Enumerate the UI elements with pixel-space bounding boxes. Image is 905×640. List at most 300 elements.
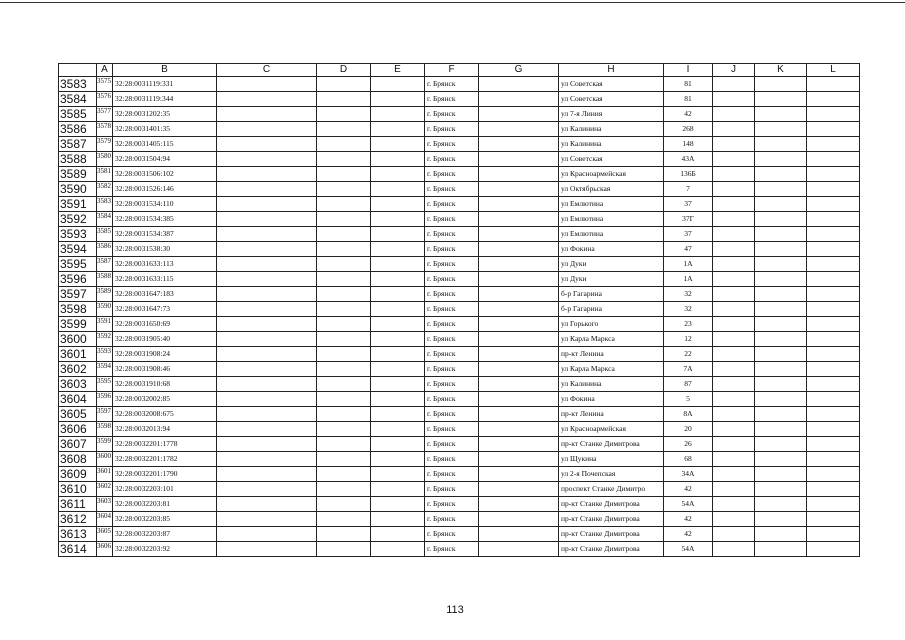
cell-g[interactable] <box>479 362 559 377</box>
cell-b[interactable]: 32:28:0031506:102 <box>113 167 217 182</box>
cell-h[interactable]: ул Горького <box>559 317 664 332</box>
cell-e[interactable] <box>371 317 425 332</box>
cell-b[interactable]: 32:28:0031538:30 <box>113 242 217 257</box>
cell-j[interactable] <box>713 137 755 152</box>
cell-d[interactable] <box>317 527 371 542</box>
row-header[interactable]: 3588 <box>59 152 97 167</box>
cell-d[interactable] <box>317 257 371 272</box>
cell-j[interactable] <box>713 122 755 137</box>
cell-a[interactable]: 3601 <box>97 467 113 482</box>
cell-e[interactable] <box>371 152 425 167</box>
cell-b[interactable]: 32:28:0032201:1790 <box>113 467 217 482</box>
cell-l[interactable] <box>807 407 860 422</box>
cell-j[interactable] <box>713 257 755 272</box>
cell-j[interactable] <box>713 272 755 287</box>
cell-a[interactable]: 3576 <box>97 92 113 107</box>
row-header[interactable]: 3610 <box>59 482 97 497</box>
cell-d[interactable] <box>317 287 371 302</box>
cell-d[interactable] <box>317 392 371 407</box>
row-header[interactable]: 3594 <box>59 242 97 257</box>
cell-k[interactable] <box>755 227 807 242</box>
cell-i[interactable]: 7 <box>664 182 713 197</box>
cell-f[interactable]: г. Брянск <box>425 182 479 197</box>
cell-l[interactable] <box>807 437 860 452</box>
cell-l[interactable] <box>807 212 860 227</box>
column-header-g[interactable]: G <box>479 64 559 77</box>
cell-h[interactable]: ул Карла Маркса <box>559 362 664 377</box>
cell-g[interactable] <box>479 137 559 152</box>
cell-h[interactable]: ул Дуки <box>559 257 664 272</box>
cell-b[interactable]: 32:28:0032203:101 <box>113 482 217 497</box>
cell-l[interactable] <box>807 527 860 542</box>
cell-b[interactable]: 32:28:0031633:113 <box>113 257 217 272</box>
cell-c[interactable] <box>217 497 317 512</box>
cell-i[interactable]: 54А <box>664 542 713 557</box>
cell-i[interactable]: 22 <box>664 347 713 362</box>
cell-f[interactable]: г. Брянск <box>425 212 479 227</box>
cell-g[interactable] <box>479 407 559 422</box>
cell-i[interactable]: 136Б <box>664 167 713 182</box>
cell-j[interactable] <box>713 482 755 497</box>
cell-i[interactable]: 81 <box>664 77 713 92</box>
row-header[interactable]: 3605 <box>59 407 97 422</box>
cell-i[interactable]: 5 <box>664 392 713 407</box>
cell-i[interactable]: 1А <box>664 257 713 272</box>
row-header[interactable]: 3612 <box>59 512 97 527</box>
cell-c[interactable] <box>217 347 317 362</box>
cell-d[interactable] <box>317 152 371 167</box>
cell-j[interactable] <box>713 302 755 317</box>
cell-f[interactable]: г. Брянск <box>425 422 479 437</box>
cell-k[interactable] <box>755 242 807 257</box>
row-header[interactable]: 3589 <box>59 167 97 182</box>
cell-h[interactable]: ул Советская <box>559 92 664 107</box>
cell-c[interactable] <box>217 227 317 242</box>
cell-l[interactable] <box>807 92 860 107</box>
cell-j[interactable] <box>713 242 755 257</box>
cell-c[interactable] <box>217 137 317 152</box>
cell-i[interactable]: 148 <box>664 137 713 152</box>
cell-a[interactable]: 3600 <box>97 452 113 467</box>
cell-f[interactable]: г. Брянск <box>425 302 479 317</box>
cell-h[interactable]: ул Красноармейская <box>559 167 664 182</box>
cell-f[interactable]: г. Брянск <box>425 242 479 257</box>
cell-j[interactable] <box>713 167 755 182</box>
cell-c[interactable] <box>217 392 317 407</box>
cell-c[interactable] <box>217 92 317 107</box>
cell-e[interactable] <box>371 182 425 197</box>
cell-d[interactable] <box>317 407 371 422</box>
cell-d[interactable] <box>317 107 371 122</box>
cell-h[interactable]: ул 7-я Линия <box>559 107 664 122</box>
cell-e[interactable] <box>371 272 425 287</box>
cell-f[interactable]: г. Брянск <box>425 482 479 497</box>
cell-j[interactable] <box>713 467 755 482</box>
cell-i[interactable]: 37Г <box>664 212 713 227</box>
cell-b[interactable]: 32:28:0031647:73 <box>113 302 217 317</box>
cell-b[interactable]: 32:28:0031650:69 <box>113 317 217 332</box>
cell-g[interactable] <box>479 392 559 407</box>
cell-f[interactable]: г. Брянск <box>425 347 479 362</box>
cell-k[interactable] <box>755 467 807 482</box>
cell-a[interactable]: 3597 <box>97 407 113 422</box>
row-header[interactable]: 3611 <box>59 497 97 512</box>
cell-c[interactable] <box>217 362 317 377</box>
cell-c[interactable] <box>217 167 317 182</box>
row-header[interactable]: 3600 <box>59 332 97 347</box>
cell-j[interactable] <box>713 287 755 302</box>
cell-e[interactable] <box>371 242 425 257</box>
cell-g[interactable] <box>479 527 559 542</box>
cell-h[interactable]: пр-кт Станке Димитрова <box>559 437 664 452</box>
cell-d[interactable] <box>317 302 371 317</box>
cell-b[interactable]: 32:28:0031504:94 <box>113 152 217 167</box>
cell-h[interactable]: пр-кт Ленина <box>559 347 664 362</box>
cell-d[interactable] <box>317 212 371 227</box>
cell-j[interactable] <box>713 497 755 512</box>
cell-k[interactable] <box>755 257 807 272</box>
cell-a[interactable]: 3605 <box>97 527 113 542</box>
cell-h[interactable]: пр-кт Станке Димитрова <box>559 542 664 557</box>
cell-c[interactable] <box>217 452 317 467</box>
cell-j[interactable] <box>713 347 755 362</box>
cell-a[interactable]: 3599 <box>97 437 113 452</box>
cell-c[interactable] <box>217 527 317 542</box>
cell-k[interactable] <box>755 77 807 92</box>
cell-b[interactable]: 32:28:0031405:115 <box>113 137 217 152</box>
cell-e[interactable] <box>371 227 425 242</box>
cell-b[interactable]: 32:28:0032203:81 <box>113 497 217 512</box>
cell-l[interactable] <box>807 182 860 197</box>
cell-a[interactable]: 3586 <box>97 242 113 257</box>
cell-i[interactable]: 81 <box>664 92 713 107</box>
cell-e[interactable] <box>371 362 425 377</box>
cell-c[interactable] <box>217 152 317 167</box>
cell-j[interactable] <box>713 77 755 92</box>
cell-f[interactable]: г. Брянск <box>425 122 479 137</box>
cell-f[interactable]: г. Брянск <box>425 317 479 332</box>
cell-g[interactable] <box>479 482 559 497</box>
cell-d[interactable] <box>317 167 371 182</box>
cell-i[interactable]: 37 <box>664 227 713 242</box>
row-header[interactable]: 3613 <box>59 527 97 542</box>
cell-d[interactable] <box>317 332 371 347</box>
cell-f[interactable]: г. Брянск <box>425 77 479 92</box>
cell-h[interactable]: б-р Гагарина <box>559 302 664 317</box>
cell-i[interactable]: 54А <box>664 497 713 512</box>
cell-d[interactable] <box>317 452 371 467</box>
cell-g[interactable] <box>479 317 559 332</box>
cell-d[interactable] <box>317 242 371 257</box>
cell-a[interactable]: 3596 <box>97 392 113 407</box>
cell-k[interactable] <box>755 92 807 107</box>
cell-a[interactable]: 3584 <box>97 212 113 227</box>
cell-f[interactable]: г. Брянск <box>425 107 479 122</box>
cell-l[interactable] <box>807 392 860 407</box>
cell-l[interactable] <box>807 452 860 467</box>
cell-e[interactable] <box>371 422 425 437</box>
cell-e[interactable] <box>371 392 425 407</box>
cell-g[interactable] <box>479 287 559 302</box>
cell-a[interactable]: 3593 <box>97 347 113 362</box>
cell-g[interactable] <box>479 512 559 527</box>
cell-d[interactable] <box>317 467 371 482</box>
cell-f[interactable]: г. Брянск <box>425 512 479 527</box>
row-header[interactable]: 3595 <box>59 257 97 272</box>
row-header[interactable]: 3597 <box>59 287 97 302</box>
column-header-b[interactable]: B <box>113 64 217 77</box>
cell-e[interactable] <box>371 257 425 272</box>
cell-k[interactable] <box>755 167 807 182</box>
cell-b[interactable]: 32:28:0031910:68 <box>113 377 217 392</box>
cell-h[interactable]: пр-кт Станке Димитрова <box>559 497 664 512</box>
cell-k[interactable] <box>755 497 807 512</box>
cell-a[interactable]: 3606 <box>97 542 113 557</box>
cell-d[interactable] <box>317 137 371 152</box>
cell-e[interactable] <box>371 542 425 557</box>
cell-i[interactable]: 26 <box>664 437 713 452</box>
row-header[interactable]: 3584 <box>59 92 97 107</box>
cell-j[interactable] <box>713 227 755 242</box>
cell-k[interactable] <box>755 302 807 317</box>
cell-l[interactable] <box>807 347 860 362</box>
cell-k[interactable] <box>755 107 807 122</box>
cell-l[interactable] <box>807 482 860 497</box>
cell-j[interactable] <box>713 317 755 332</box>
cell-j[interactable] <box>713 512 755 527</box>
cell-a[interactable]: 3602 <box>97 482 113 497</box>
cell-d[interactable] <box>317 122 371 137</box>
cell-c[interactable] <box>217 287 317 302</box>
cell-l[interactable] <box>807 122 860 137</box>
cell-c[interactable] <box>217 242 317 257</box>
cell-e[interactable] <box>371 407 425 422</box>
cell-g[interactable] <box>479 377 559 392</box>
cell-k[interactable] <box>755 347 807 362</box>
cell-d[interactable] <box>317 362 371 377</box>
cell-k[interactable] <box>755 287 807 302</box>
cell-l[interactable] <box>807 242 860 257</box>
cell-i[interactable]: 268 <box>664 122 713 137</box>
cell-f[interactable]: г. Брянск <box>425 437 479 452</box>
cell-g[interactable] <box>479 452 559 467</box>
row-header[interactable]: 3598 <box>59 302 97 317</box>
cell-i[interactable]: 1А <box>664 272 713 287</box>
cell-j[interactable] <box>713 422 755 437</box>
cell-a[interactable]: 3580 <box>97 152 113 167</box>
cell-e[interactable] <box>371 437 425 452</box>
cell-k[interactable] <box>755 272 807 287</box>
cell-k[interactable] <box>755 452 807 467</box>
cell-h[interactable]: ул Емлютина <box>559 197 664 212</box>
cell-e[interactable] <box>371 497 425 512</box>
cell-j[interactable] <box>713 212 755 227</box>
cell-k[interactable] <box>755 197 807 212</box>
cell-j[interactable] <box>713 377 755 392</box>
cell-d[interactable] <box>317 317 371 332</box>
cell-k[interactable] <box>755 407 807 422</box>
cell-d[interactable] <box>317 542 371 557</box>
cell-h[interactable]: пр-кт Ленина <box>559 407 664 422</box>
cell-l[interactable] <box>807 497 860 512</box>
cell-c[interactable] <box>217 512 317 527</box>
cell-g[interactable] <box>479 77 559 92</box>
cell-g[interactable] <box>479 347 559 362</box>
row-header[interactable]: 3586 <box>59 122 97 137</box>
cell-g[interactable] <box>479 257 559 272</box>
column-header-c[interactable]: C <box>217 64 317 77</box>
row-header[interactable]: 3593 <box>59 227 97 242</box>
row-header[interactable]: 3585 <box>59 107 97 122</box>
cell-f[interactable]: г. Брянск <box>425 407 479 422</box>
row-header[interactable]: 3606 <box>59 422 97 437</box>
cell-h[interactable]: ул Советская <box>559 77 664 92</box>
cell-i[interactable]: 37 <box>664 197 713 212</box>
cell-c[interactable] <box>217 542 317 557</box>
cell-i[interactable]: 42 <box>664 107 713 122</box>
cell-c[interactable] <box>217 257 317 272</box>
cell-a[interactable]: 3587 <box>97 257 113 272</box>
cell-b[interactable]: 32:28:0031633:115 <box>113 272 217 287</box>
cell-k[interactable] <box>755 332 807 347</box>
cell-f[interactable]: г. Брянск <box>425 92 479 107</box>
row-header[interactable]: 3601 <box>59 347 97 362</box>
cell-c[interactable] <box>217 122 317 137</box>
cell-f[interactable]: г. Брянск <box>425 542 479 557</box>
cell-f[interactable]: г. Брянск <box>425 152 479 167</box>
cell-k[interactable] <box>755 377 807 392</box>
cell-l[interactable] <box>807 272 860 287</box>
cell-a[interactable]: 3581 <box>97 167 113 182</box>
cell-j[interactable] <box>713 407 755 422</box>
cell-i[interactable]: 42 <box>664 512 713 527</box>
cell-e[interactable] <box>371 467 425 482</box>
cell-k[interactable] <box>755 437 807 452</box>
cell-i[interactable]: 87 <box>664 377 713 392</box>
cell-a[interactable]: 3585 <box>97 227 113 242</box>
column-header-i[interactable]: I <box>664 64 713 77</box>
cell-e[interactable] <box>371 452 425 467</box>
column-header-e[interactable]: E <box>371 64 425 77</box>
cell-g[interactable] <box>479 182 559 197</box>
cell-a[interactable]: 3592 <box>97 332 113 347</box>
cell-l[interactable] <box>807 77 860 92</box>
cell-k[interactable] <box>755 182 807 197</box>
cell-c[interactable] <box>217 377 317 392</box>
cell-b[interactable]: 32:28:0032201:1782 <box>113 452 217 467</box>
cell-f[interactable]: г. Брянск <box>425 167 479 182</box>
cell-c[interactable] <box>217 182 317 197</box>
cell-f[interactable]: г. Брянск <box>425 227 479 242</box>
cell-i[interactable]: 34А <box>664 467 713 482</box>
cell-f[interactable]: г. Брянск <box>425 392 479 407</box>
cell-b[interactable]: 32:28:0031534:385 <box>113 212 217 227</box>
cell-a[interactable]: 3603 <box>97 497 113 512</box>
cell-e[interactable] <box>371 347 425 362</box>
cell-d[interactable] <box>317 182 371 197</box>
cell-h[interactable]: ул Калинина <box>559 137 664 152</box>
cell-a[interactable]: 3594 <box>97 362 113 377</box>
cell-b[interactable]: 32:28:0031534:110 <box>113 197 217 212</box>
cell-j[interactable] <box>713 452 755 467</box>
cell-a[interactable]: 3583 <box>97 197 113 212</box>
cell-c[interactable] <box>217 212 317 227</box>
row-header[interactable]: 3591 <box>59 197 97 212</box>
cell-d[interactable] <box>317 482 371 497</box>
cell-i[interactable]: 43А <box>664 152 713 167</box>
column-header-l[interactable]: L <box>807 64 860 77</box>
cell-l[interactable] <box>807 227 860 242</box>
cell-i[interactable]: 32 <box>664 302 713 317</box>
row-header[interactable]: 3607 <box>59 437 97 452</box>
cell-a[interactable]: 3598 <box>97 422 113 437</box>
cell-f[interactable]: г. Брянск <box>425 467 479 482</box>
cell-h[interactable]: ул Фокина <box>559 242 664 257</box>
cell-b[interactable]: 32:28:0031119:331 <box>113 77 217 92</box>
cell-l[interactable] <box>807 542 860 557</box>
cell-l[interactable] <box>807 512 860 527</box>
cell-c[interactable] <box>217 302 317 317</box>
cell-i[interactable]: 47 <box>664 242 713 257</box>
cell-h[interactable]: ул Дуки <box>559 272 664 287</box>
cell-e[interactable] <box>371 377 425 392</box>
cell-j[interactable] <box>713 197 755 212</box>
cell-f[interactable]: г. Брянск <box>425 332 479 347</box>
cell-l[interactable] <box>807 362 860 377</box>
cell-g[interactable] <box>479 92 559 107</box>
cell-e[interactable] <box>371 167 425 182</box>
cell-d[interactable] <box>317 497 371 512</box>
cell-b[interactable]: 32:28:0031401:35 <box>113 122 217 137</box>
row-header[interactable]: 3599 <box>59 317 97 332</box>
row-header[interactable]: 3592 <box>59 212 97 227</box>
cell-b[interactable]: 32:28:0031202:35 <box>113 107 217 122</box>
cell-i[interactable]: 32 <box>664 287 713 302</box>
cell-e[interactable] <box>371 107 425 122</box>
column-header-h[interactable]: H <box>559 64 664 77</box>
cell-j[interactable] <box>713 542 755 557</box>
cell-d[interactable] <box>317 422 371 437</box>
cell-c[interactable] <box>217 272 317 287</box>
column-header-a[interactable]: A <box>97 64 113 77</box>
cell-f[interactable]: г. Брянск <box>425 377 479 392</box>
cell-c[interactable] <box>217 317 317 332</box>
cell-d[interactable] <box>317 377 371 392</box>
cell-e[interactable] <box>371 482 425 497</box>
cell-b[interactable]: 32:28:0032203:92 <box>113 542 217 557</box>
cell-b[interactable]: 32:28:0031526:146 <box>113 182 217 197</box>
cell-l[interactable] <box>807 377 860 392</box>
row-header[interactable]: 3602 <box>59 362 97 377</box>
cell-e[interactable] <box>371 197 425 212</box>
cell-l[interactable] <box>807 467 860 482</box>
cell-f[interactable]: г. Брянск <box>425 527 479 542</box>
cell-a[interactable]: 3579 <box>97 137 113 152</box>
cell-g[interactable] <box>479 122 559 137</box>
cell-h[interactable]: ул Калинина <box>559 122 664 137</box>
cell-c[interactable] <box>217 437 317 452</box>
cell-g[interactable] <box>479 437 559 452</box>
cell-b[interactable]: 32:28:0032203:87 <box>113 527 217 542</box>
cell-l[interactable] <box>807 167 860 182</box>
row-header[interactable]: 3614 <box>59 542 97 557</box>
cell-h[interactable]: ул Советская <box>559 152 664 167</box>
cell-f[interactable]: г. Брянск <box>425 272 479 287</box>
cell-e[interactable] <box>371 137 425 152</box>
cell-d[interactable] <box>317 347 371 362</box>
cell-d[interactable] <box>317 227 371 242</box>
cell-l[interactable] <box>807 257 860 272</box>
